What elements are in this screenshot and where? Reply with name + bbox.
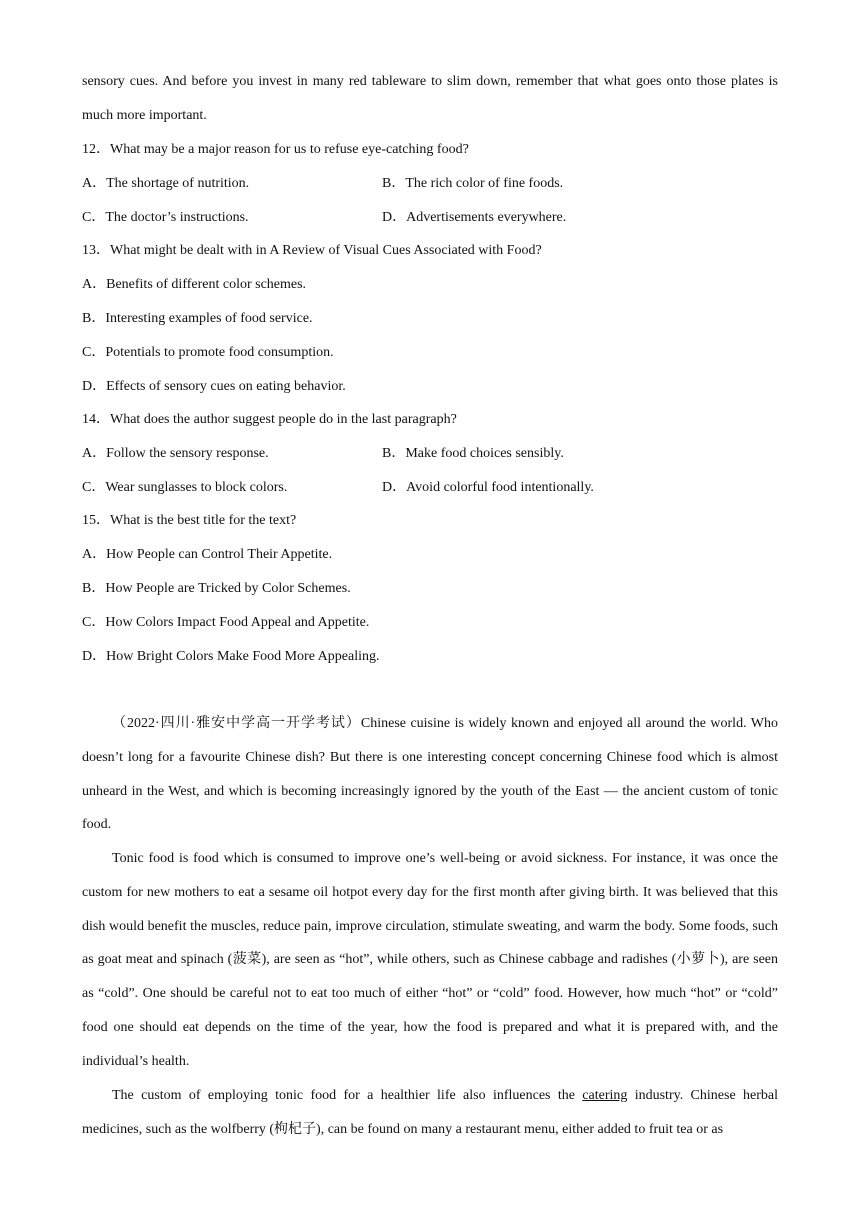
question-text: What might be dealt with in A Review of Visual Cues Associated with Food? (110, 243, 542, 258)
option-13-d: D．Effects of sensory cues on eating behavior. (82, 379, 346, 394)
passage-paragraph-3 (82, 1079, 778, 1147)
passage-p1-text: Chinese cuisine is widely known and enjoyed all around the world. Who doesn’t long for a favourite Chinese dish? But there is one interesting concept concerning Chinese food which is almost unheard in the West, and which is becoming increasingly ignored by the youth of the East — the ancient custom of tonic food. (82, 716, 779, 833)
option-13-a: A．Benefits of different color schemes. (82, 277, 307, 292)
question-text: What is the best title for the text? (110, 513, 297, 528)
passage-paragraph-2: Tonic food is food which is consumed to improve one’s well-being or avoid sickness. For instance, it was once the custom for new mothers to eat a sesame oil hotpot every day for the first month after giving birth. It was believed that this dish would benefit the muscles, reduce pain, improve circulation, stimulate sweating, and warm the body. Some foods, such as goat meat and spinach (菠菜), are seen as “hot”, while others, such as Chinese cabbage and radishes (小萝卜), are seen as “cold”. One should be careful not to eat too much of either “hot” or “cold” food. However, how much “hot” or “cold” food one should eat depends on the time of the year, how the food is prepared and what it is prepared with, and the individual’s health. (82, 851, 778, 1069)
option-13-c: C．Potentials to promote food consumption. (82, 345, 334, 360)
question-text: What does the author suggest people do in the last paragraph? (110, 412, 457, 427)
question-text: What may be a major reason for us to refuse eye-catching food? (110, 142, 469, 157)
option-12-c: C．The doctor’s instructions. (82, 210, 249, 225)
passage-paragraph-1 (82, 707, 778, 842)
option-13-b: B．Interesting examples of food service. (82, 311, 313, 326)
option-14-d: D．Avoid colorful food intentionally. (382, 480, 594, 495)
question-14 (82, 411, 457, 429)
underlined-word: catering (582, 1088, 628, 1103)
intro-paragraph: sensory cues. And before you invest in many red tableware to slim down, remember that what goes onto those plates is much more important. (82, 74, 778, 123)
option-15-a: A．How People can Control Their Appetite. (82, 547, 333, 562)
passage-p3-after: industry. Chinese herbal medicines, such as the wolfberry (枸杞子), can be found on many a restaurant menu, either added to fruit tea or as (82, 1088, 778, 1137)
option-15-b: B．How People are Tricked by Color Schemes. (82, 581, 351, 596)
question-12 (82, 141, 469, 159)
option-14-c: C．Wear sunglasses to block colors. (82, 480, 288, 495)
option-12-d: D．Advertisements everywhere. (382, 210, 567, 225)
question-15 (82, 512, 296, 530)
option-12-a: A．The shortage of nutrition. (82, 176, 250, 191)
question-number: 12． (82, 142, 110, 157)
option-15-d: D．How Bright Colors Make Food More Appealing. (82, 649, 380, 664)
question-13 (82, 242, 542, 260)
option-15-c: C．How Colors Impact Food Appeal and Appetite. (82, 615, 370, 630)
passage-source: （2022·四川·雅安中学高一开学考试） (112, 716, 361, 731)
question-number: 13． (82, 243, 110, 258)
option-12-b: B．The rich color of fine foods. (382, 176, 564, 191)
option-14-b: B．Make food choices sensibly. (382, 446, 564, 461)
passage-p3-before: The custom of employing tonic food for a healthier life also influences the (112, 1088, 583, 1103)
option-14-a: A．Follow the sensory response. (82, 446, 269, 461)
question-number: 14． (82, 412, 110, 427)
question-number: 15． (82, 513, 110, 528)
